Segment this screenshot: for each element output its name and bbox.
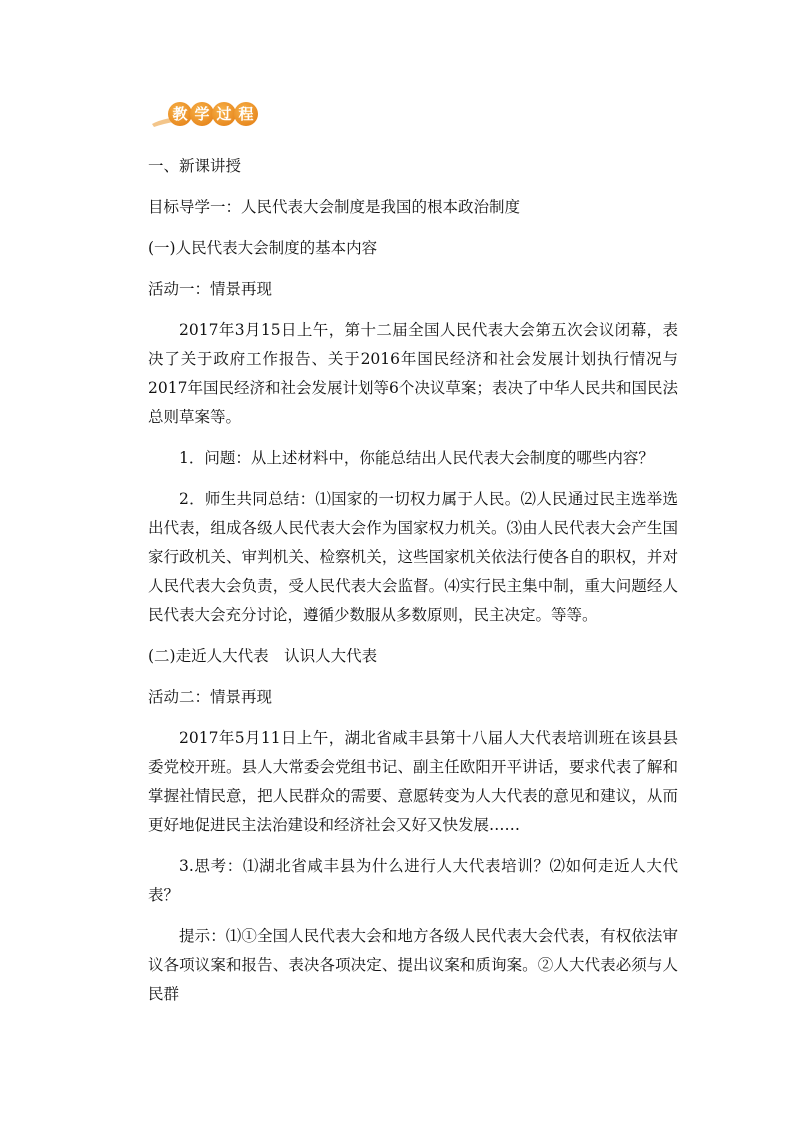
document-body [148, 152, 678, 1009]
goal-heading: 目标导学一：人民代表大会制度是我国的根本政治制度 [148, 198, 521, 216]
section-badge [150, 98, 260, 130]
badge-char: 教 [168, 102, 192, 126]
activity-heading: 活动二：情景再现 [148, 688, 273, 706]
summary-paragraph: 2．师生共同总结：⑴国家的一切权力属于人民。⑵人民通过民主选举选出代表，组成各级人民代表大会作为国家权力机关。⑶由人民代表大会产生国家行政机关、审判机关、检察机关，这些国家机关依法行使各自的职权，并对人民代表大会负责，受人民代表大会监督。⑷实行民主集中制，重大问题经人民代表大会充分讨论，遵循少数服从多数原则，民主决定。等等。 [148, 490, 678, 624]
question-paragraph: 3.思考：⑴湖北省咸丰县为什么进行人大代表培训？⑵如何走近人大代表？ [148, 857, 678, 904]
subsection-heading: (一)人民代表大会制度的基本内容 [148, 239, 378, 257]
activity-heading: 活动一：情景再现 [148, 280, 273, 298]
badge-char: 程 [234, 102, 258, 126]
badge-char: 学 [190, 102, 214, 126]
material-paragraph: 2017年5月11日上午，湖北省咸丰县第十八届人大代表培训班在该县县委党校开班。县人大常委会党组书记、副主任欧阳开平讲话，要求代表了解和掌握社情民意，把人民群众的需要、意愿转变为人大代表的意见和建议，从而更好地促进民主法治建设和经济社会又好又快发展…… [148, 729, 678, 834]
badge-char: 过 [212, 102, 236, 126]
material-paragraph: 2017年3月15日上午，第十二届全国人民代表大会第五次会议闭幕，表决了关于政府工作报告、关于2016年国民经济和社会发展计划执行情况与2017年国民经济和社会发展计划等6个决议草案；表决了中华人民共和国民法总则草案等。 [148, 321, 678, 426]
section-heading: 一、新课讲授 [148, 157, 242, 175]
hint-paragraph: 提示：⑴①全国人民代表大会和地方各级人民代表大会代表，有权依法审议各项议案和报告、表决各项决定、提出议案和质询案。②人大代表必须与人民群 [148, 927, 678, 1003]
question-paragraph: 1．问题：从上述材料中，你能总结出人民代表大会制度的哪些内容？ [179, 449, 654, 467]
subsection-heading: (二)走近人大代表 认识人大代表 [148, 647, 378, 665]
